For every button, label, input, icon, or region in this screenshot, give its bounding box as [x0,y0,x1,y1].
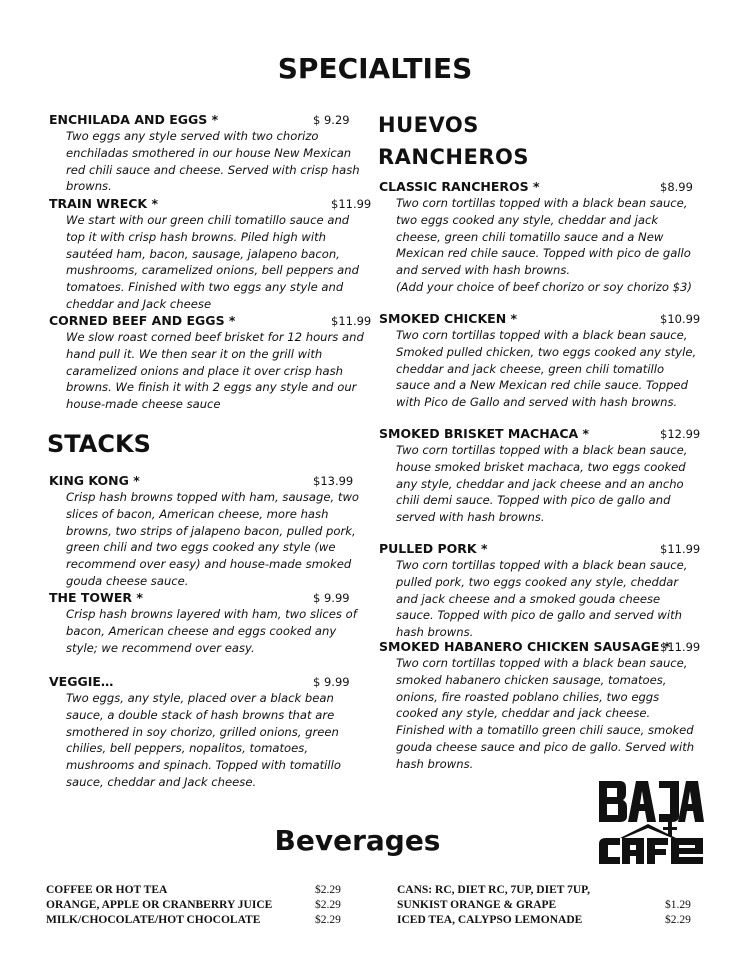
menu-item-price: $11.99 [331,314,372,328]
beverage-price: $2.29 [315,899,341,911]
beverage-price: $2.29 [665,914,691,926]
rancheros-title-line1: HUEVOS [378,113,479,137]
menu-item-name: CORNED BEEF AND EGGS * [49,313,236,328]
menu-item-description: Crisp hash browns topped with ham, sausage, two slices of bacon, American cheese, more hash browns, two strips of jalapeno bacon, pulled pork, green chili and two eggs cooked any style (we recommend over easy) and house-made smoked gouda cheese sauce. [66,490,360,588]
menu-item-description: Two corn tortillas topped with a black bean sauce, smoked habanero chicken sausage, tomatoes, onions, fire roasted poblano chilies, two eggs cooked any style, cheddar and jack cheese. Finished with a tomatillo green chili sauce, smoked gouda cheese sauce and pico de gallo. Served with hash browns. [396,656,695,771]
menu-item-description: Crisp hash browns layered with ham, two slices of bacon, American cheese and eggs cooked any style; we recommend over easy. [66,607,357,655]
menu-item-name: CLASSIC RANCHEROS * [379,179,540,194]
menu-item-price: $13.99 [313,474,354,488]
menu-item-description: Two corn tortillas topped with a black bean sauce, pulled pork, two eggs cooked any style, cheddar and jack cheese and a smoked gouda cheese sauce. Topped with pico de gallo and served with hash browns. [396,558,688,640]
beverage-name: SUNKIST ORANGE & GRAPE [397,899,557,911]
beverage-name: ICED TEA, CALYPSO LEMONADE [397,914,583,926]
menu-item-name: THE TOWER * [49,590,143,605]
menu-item-name: SMOKED HABANERO CHICKEN SAUSAGE * [379,639,671,654]
menu-item-description: Two eggs, any style, placed over a black bean sauce, a double stack of hash browns that are smothered in soy chorizo, grilled onions, green chilies, bell peppers, nopalitos, tomatoes, mushrooms and spinach. Topped with tomatillo sauce, cheddar and Jack cheese. [66,691,341,789]
menu-item-price: $10.99 [660,312,701,326]
beverage-name: CANS: RC, DIET RC, 7UP, DIET 7UP, [397,884,590,896]
menu-item-name: VEGGIE… [49,674,114,689]
menu-item-name: ENCHILADA AND EGGS * [49,112,219,127]
menu-item-name: KING KONG * [49,473,140,488]
menu-item-price: $11.99 [331,197,372,211]
menu-item-description: Two corn tortillas topped with a black bean sauce, house smoked brisket machaca, two eggs cooked any style, cheddar and jack cheese and an ancho chili demi sauce. Topped with pico de gallo and served with hash browns. [396,443,688,525]
menu-item-price: $11.99 [660,640,701,654]
menu-item-price: $12.99 [660,427,701,441]
beverage-price: $2.29 [315,884,341,896]
menu-item-name: SMOKED BRISKET MACHACA * [379,426,590,441]
menu-item-price: $ 9.99 [313,591,350,605]
menu-item-description: Two eggs any style served with two chorizo enchiladas smothered in our house New Mexican red chili sauce and cheese. Served with crisp hash browns. [66,129,360,194]
menu-item-description: Two corn tortillas topped with a black bean sauce, two eggs cooked any style, cheddar and jack cheese, green chili tomatillo sauce and a New Mexican red chile sauce. Topped with pico de gallo and served with hash browns. [396,196,691,278]
beverage-price: $2.29 [315,914,341,926]
beverage-name: COFFEE OR HOT TEA [46,884,168,896]
menu-item-note: (Add your choice of beef chorizo or soy chorizo $3) [396,280,692,294]
beverage-price: $1.29 [665,899,691,911]
menu-item-price: $11.99 [660,542,701,556]
menu-item-price: $ 9.99 [313,675,350,689]
menu-item-description: Two corn tortillas topped with a black bean sauce, Smoked pulled chicken, two eggs cooked any style, cheddar and jack cheese, green chili tomatillo sauce and a New Mexican red chile sauce. Topped with Pico de Gallo and served with hash browns. [396,328,697,410]
menu-item-price: $ 9.29 [313,113,350,127]
menu-item-name: TRAIN WRECK * [49,196,158,211]
menu-item-name: SMOKED CHICKEN * [379,311,518,326]
menu-item-price: $8.99 [660,180,693,194]
rancheros-title-line2: RANCHEROS [378,145,529,169]
menu-item-description: We start with our green chili tomatillo sauce and top it with crisp hash browns. Piled high with sautéed ham, bacon, sausage, jalapeno bacon, mushrooms, caramelized onions, bell peppers and tomatoes. Finished with two eggs any style and cheddar and Jack cheese [66,213,359,311]
stacks-title: STACKS [47,430,151,458]
beverages-title: Beverages [274,824,441,857]
menu-item-name: PULLED PORK * [379,541,488,556]
menu-item-description: We slow roast corned beef brisket for 12 hours and hand pull it. We then sear it on the grill with caramelized onions and place it over crisp hash browns. We finish it with 2 eggs any style and our house-made cheese sauce [66,330,364,412]
page-title: SPECIALTIES [277,52,473,85]
beverage-name: MILK/CHOCOLATE/HOT CHOCOLATE [46,914,261,926]
beverage-name: ORANGE, APPLE OR CRANBERRY JUICE [46,899,273,911]
